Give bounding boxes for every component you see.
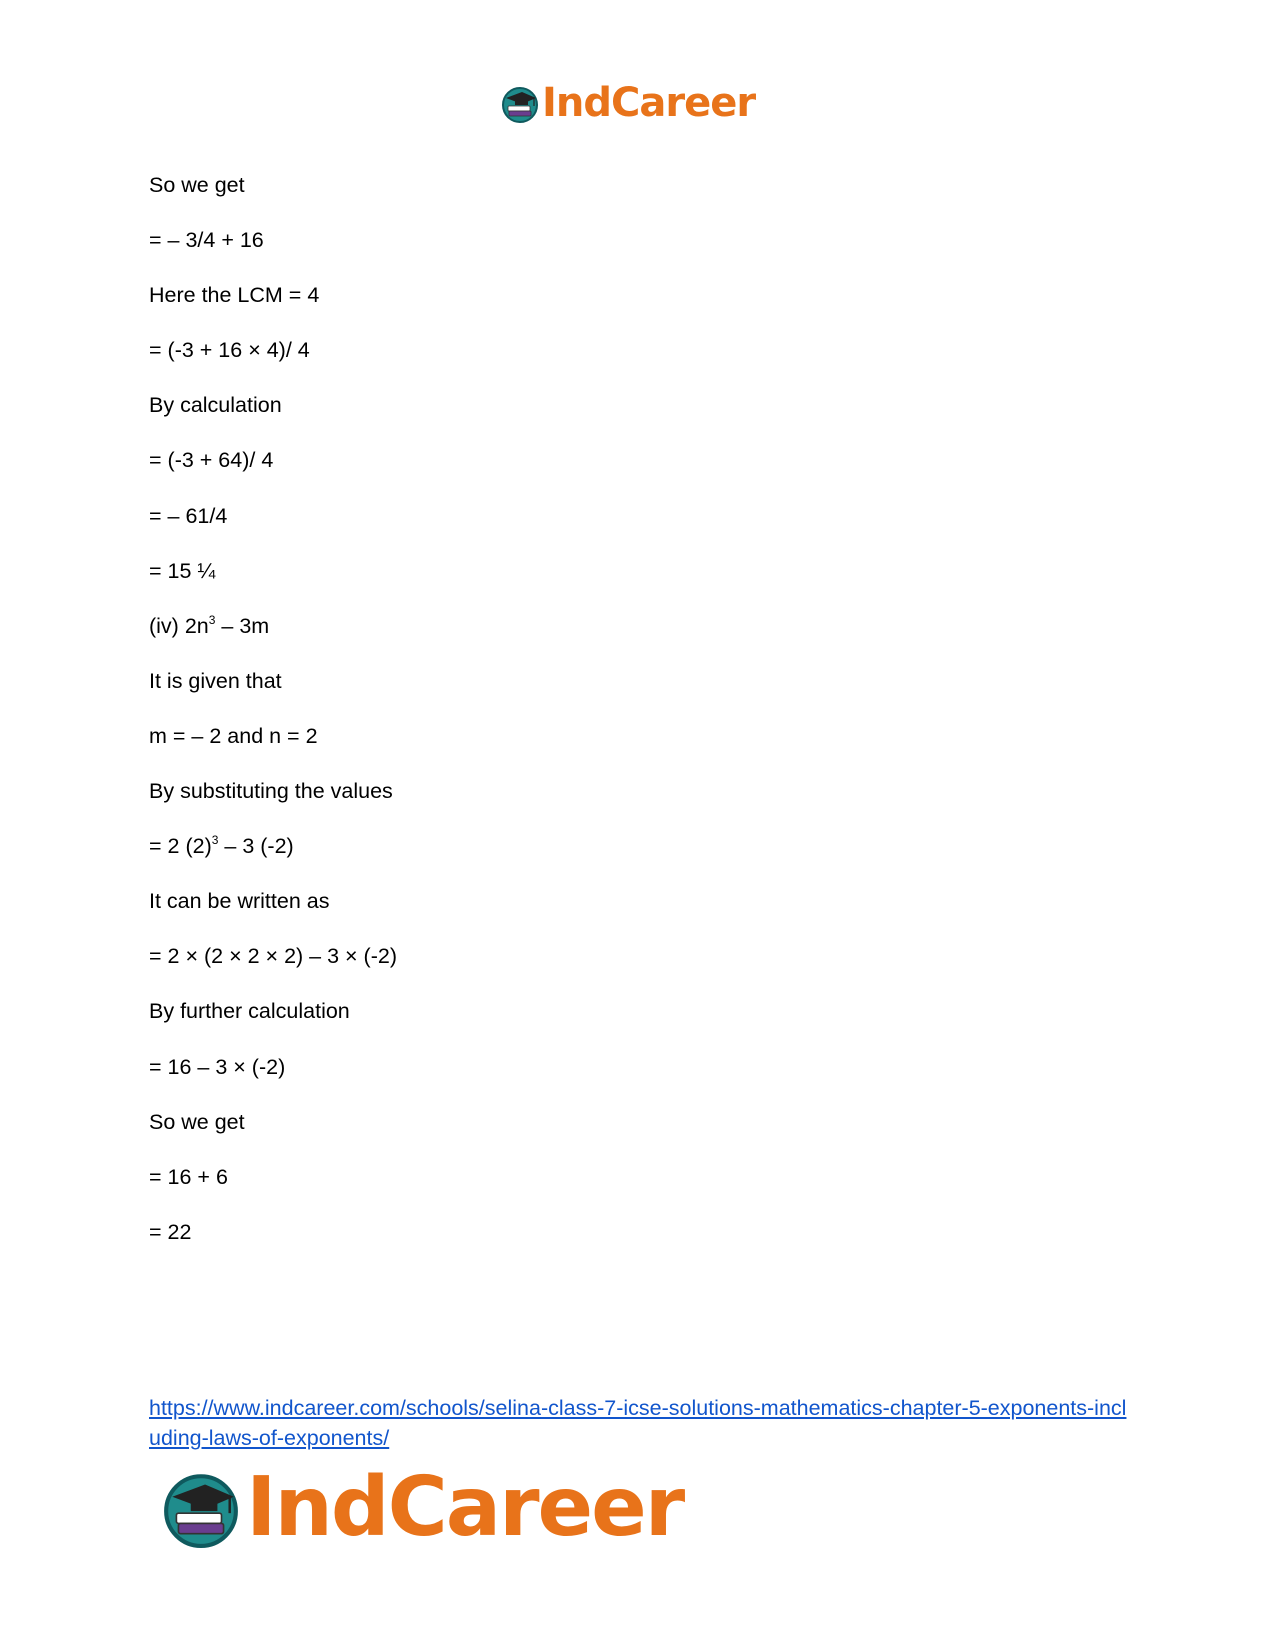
solution-line: = (-3 + 64)/ 4 [149,448,274,473]
solution-steps [149,172,1129,1274]
superscript: 3 [208,612,216,627]
solution-line: = 15 ¼ [149,558,216,583]
solution-line: = 2 × (2 × 2 × 2) – 3 × (-2) [149,944,397,969]
graduation-cap-books-globe-icon [160,1466,242,1548]
header-logo [500,76,755,130]
footer-logo [160,1459,684,1555]
solution-line: = – 3/4 + 16 [149,228,264,253]
line-text: = 2 (2) [149,834,212,859]
solution-line: By calculation [149,393,282,418]
solution-line [149,613,1129,639]
graduation-cap-books-globe-icon [500,83,540,123]
solution-line: m = – 2 and n = 2 [149,723,318,748]
line-text: (iv) 2n [149,613,209,638]
solution-line: It can be written as [149,889,330,914]
solution-line: Here the LCM = 4 [149,283,320,308]
solution-line: = 22 [149,1219,192,1244]
solution-line: = 16 – 3 × (-2) [149,1054,286,1079]
solution-line [149,833,1129,859]
solution-line: = (-3 + 16 × 4)/ 4 [149,338,310,363]
header-logo-text: IndCareer [542,80,756,126]
solution-line: By substituting the values [149,779,393,804]
line-text: – 3m [215,613,270,638]
footer-logo-text: IndCareer [246,1459,684,1555]
line-text: – 3 (-2) [218,834,294,859]
solution-line: So we get [149,173,245,197]
superscript: 3 [211,833,219,848]
solution-line: = – 61/4 [149,503,228,528]
solution-line: So we get [149,1109,245,1134]
source-url-link[interactable]: https://www.indcareer.com/schools/selina-class-7-icse-solutions-mathematics-chapter-5-exponents-including-laws-of-exponents/ [149,1396,1127,1450]
solution-line: It is given that [149,668,282,693]
solution-line: = 16 + 6 [149,1164,228,1189]
solution-line: By further calculation [149,999,350,1024]
